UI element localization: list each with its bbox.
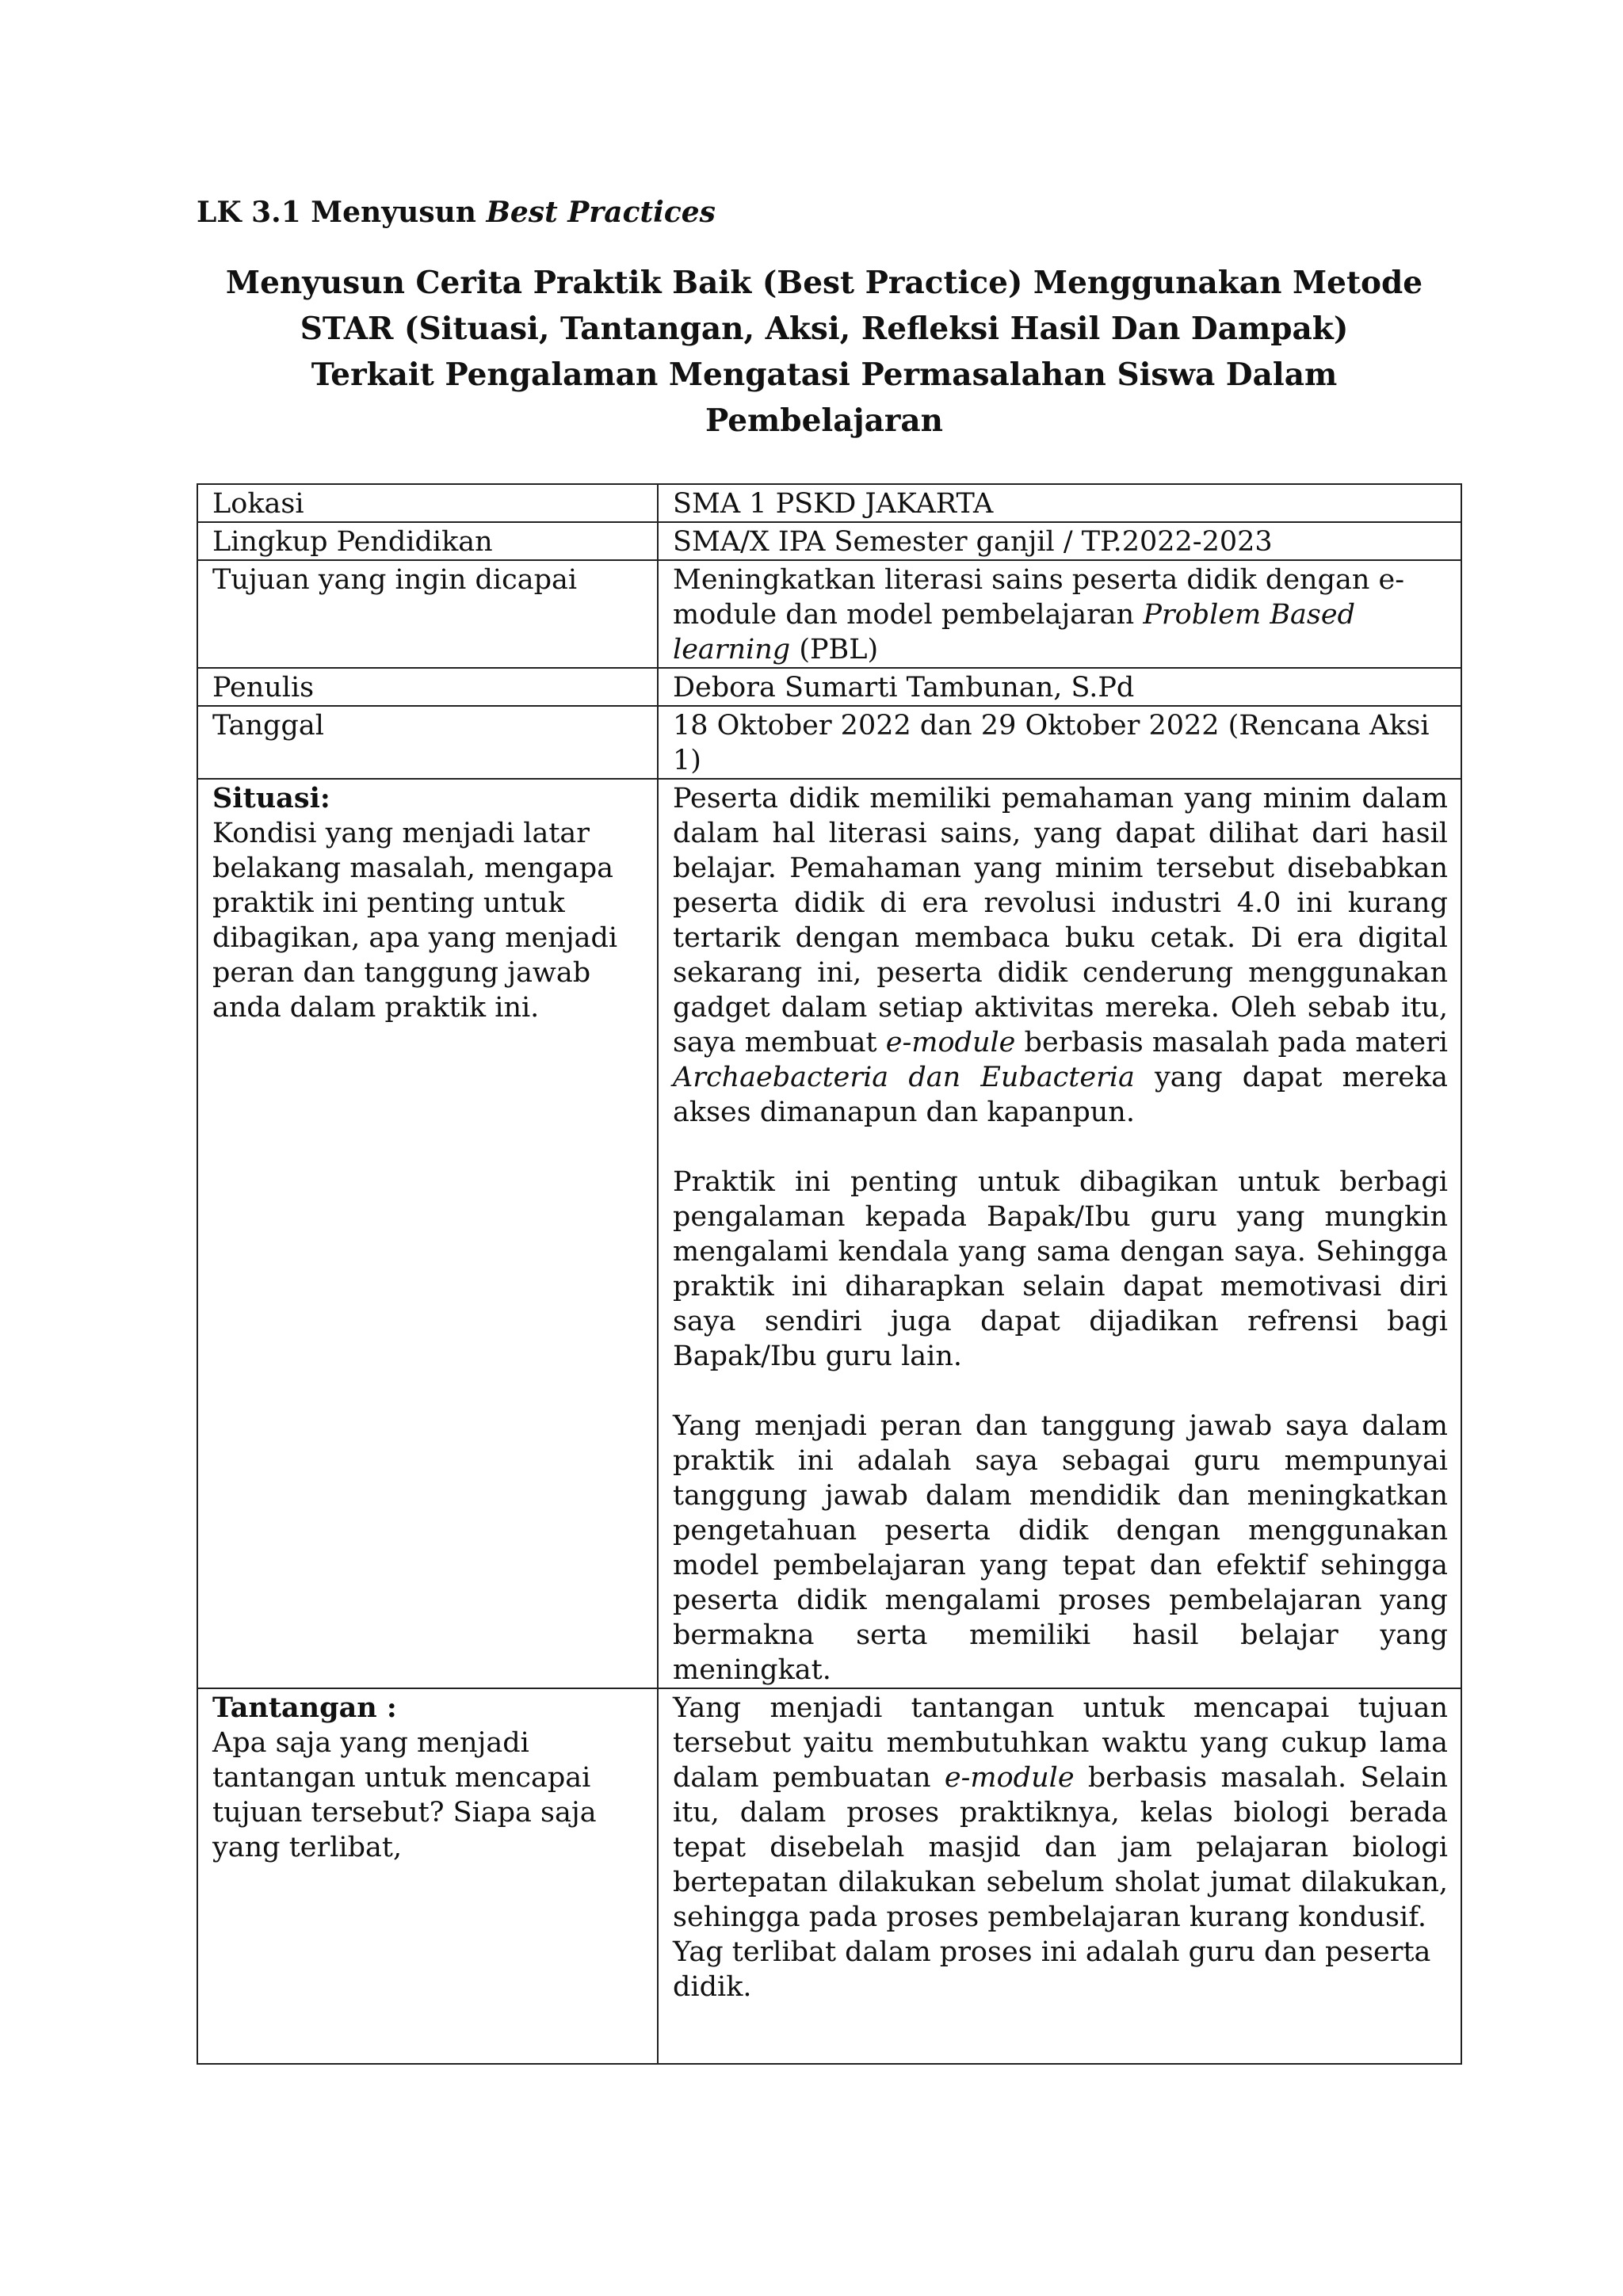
tantangan-p1-text: berbasis masalah. Selain itu, dalam proses praktiknya, kelas biologi berada tepat disebelah masjid dan jam pelajaran biologi bertepatan dilakukan sebelum sholat jumat dilakukan, sehingga pada proses pembelajaran kurang kondusif. [673, 1762, 1448, 1933]
tujuan-value-suffix: (PBL) [790, 634, 879, 666]
tantangan-label-cell [197, 1688, 658, 2064]
worksheet-heading [197, 195, 716, 230]
situasi-prompt: Kondisi yang menjadi latar belakang masalah, mengapa praktik ini penting untuk dibagikan, apa yang menjadi peran dan tanggung jawab anda dalam praktik ini. [212, 818, 618, 1024]
title-line: Pembelajaran [705, 402, 944, 439]
row-tanggal [197, 706, 1461, 779]
row-penulis [197, 668, 1461, 706]
tanggal-label: Tanggal [197, 706, 658, 779]
worksheet-heading-text: LK 3.1 Menyusun [197, 196, 487, 229]
situasi-paragraph: Yang menjadi peran dan tanggung jawab saya dalam praktik ini adalah saya sebagai guru mempunyai tanggung jawab dalam mendidik dan meningkatkan pengetahuan peserta didik dengan menggunakan model pembelajaran yang tepat dan efektif sehingga peserta didik mengalami proses pembelajaran yang bermakna serta memiliki hasil belajar yang meningkat. [673, 1410, 1448, 1686]
situasi-p1-text: berbasis masalah pada materi [1015, 1027, 1448, 1058]
tujuan-value [658, 560, 1461, 668]
tantangan-paragraph: Yag terlibat dalam proses ini adalah guru dan peserta didik. [673, 1936, 1431, 2003]
row-situasi [197, 779, 1461, 1688]
tujuan-value-italic: Problem Based learning [673, 599, 1355, 666]
row-lingkup [197, 522, 1461, 560]
row-lokasi [197, 484, 1461, 522]
tantangan-p1-text: Yang menjadi tantangan untuk mencapai tujuan tersebut yaitu membutuhkan waktu yang cukup lama dalam pembuatan [673, 1692, 1448, 1794]
situasi-paragraph [673, 781, 1448, 1130]
tantangan-p1-italic: e-module [944, 1762, 1075, 1794]
lokasi-label: Lokasi [197, 484, 658, 522]
lingkup-value: SMA/X IPA Semester ganjil / TP.2022-2023 [658, 522, 1461, 560]
title-line: Terkait Pengalaman Mengatasi Permasalahan Siswa Dalam [311, 357, 1338, 393]
lingkup-label: Lingkup Pendidikan [197, 522, 658, 560]
lokasi-value: SMA 1 PSKD JAKARTA [658, 484, 1461, 522]
document-title [182, 260, 1466, 444]
tanggal-value: 18 Oktober 2022 dan 29 Oktober 2022 (Rencana Aksi 1) [658, 706, 1461, 779]
situasi-title: Situasi: [212, 782, 330, 814]
situasi-label-cell [197, 779, 658, 1688]
situasi-paragraph: Praktik ini penting untuk dibagikan untuk berbagi pengalaman kepada Bapak/Ibu guru yang mungkin mengalami kendala yang sama dengan saya. Sehingga praktik ini diharapkan selain dapat memotivasi diri saya sendiri juga dapat dijadikan refrensi bagi Bapak/Ibu guru lain. [673, 1166, 1448, 1372]
best-practice-table [197, 483, 1462, 2065]
row-tujuan [197, 560, 1461, 668]
worksheet-heading-italic: Best Practices [486, 196, 716, 229]
situasi-value-cell [658, 779, 1461, 1688]
penulis-value: Debora Sumarti Tambunan, S.Pd [658, 668, 1461, 706]
tujuan-value-text: Meningkatkan literasi sains peserta didik dengan e-module dan model pembelajaran [673, 564, 1405, 631]
tantangan-prompt: Apa saja yang menjadi tantangan untuk mencapai tujuan tersebut? Siapa saja yang terlibat, [212, 1727, 597, 1863]
tantangan-title: Tantangan : [212, 1691, 397, 1724]
penulis-label: Penulis [197, 668, 658, 706]
tantangan-paragraph [673, 1691, 1448, 1935]
tantangan-value-cell [658, 1688, 1461, 2064]
situasi-p1-text: yang dapat mereka akses dimanapun dan kapanpun. [673, 1062, 1448, 1128]
title-line: STAR (Situasi, Tantangan, Aksi, Refleksi Hasil Dan Dampak) [300, 311, 1349, 347]
situasi-p1-text: Peserta didik memiliki pemahaman yang minim dalam dalam hal literasi sains, yang dapat dilihat dari hasil belajar. Pemahaman yang minim tersebut disebabkan peserta didik di era revolusi industri 4.0 ini kurang tertarik dengan membaca buku cetak. Di era digital sekarang ini, peserta didik cenderung menggunakan gadget dalam setiap aktivitas mereka. Oleh sebab itu, saya membuat [673, 783, 1448, 1058]
situasi-p1-italic: Archaebacteria dan Eubacteria [673, 1062, 1135, 1093]
situasi-p1-italic: e-module [885, 1027, 1016, 1058]
tujuan-label: Tujuan yang ingin dicapai [197, 560, 658, 668]
row-tantangan [197, 1688, 1461, 2064]
title-line: Menyusun Cerita Praktik Baik (Best Practice) Menggunakan Metode [225, 265, 1423, 301]
